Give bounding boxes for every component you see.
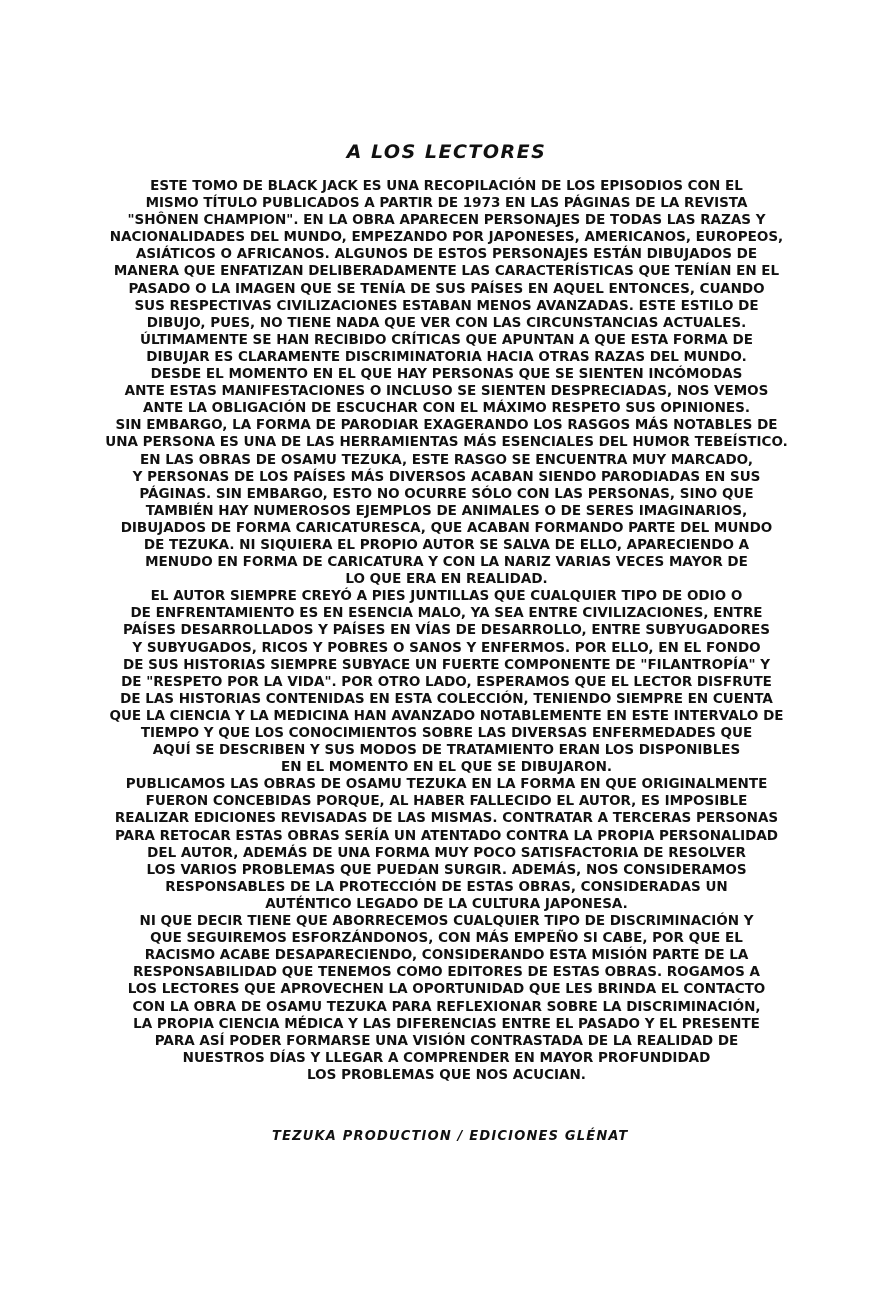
body-line: MANERA QUE ENFATIZAN DELIBERADAMENTE LAS CARACTERÍSTICAS QUE TENÍAN EN EL (113, 263, 780, 280)
body-line: PARA RETOCAR ESTAS OBRAS SERÍA UN ATENTADO CONTRA LA PROPIA PERSONALIDAD (115, 827, 778, 844)
body-line: SUS RESPECTIVAS CIVILIZACIONES ESTABAN MENOS AVANZADAS. ESTE ESTILO DE (134, 297, 759, 314)
body-line: Y SUBYUGADOS, RICOS Y POBRES O SANOS Y ENFERMOS. POR ELLO, EN EL FONDO (132, 639, 761, 656)
body-line: NACIONALIDADES DEL MUNDO, EMPEZANDO POR JAPONESES, AMERICANOS, EUROPEOS, (109, 229, 784, 246)
body-line: SIN EMBARGO, LA FORMA DE PARODIAR EXAGERANDO LOS RASGOS MÁS NOTABLES DE (115, 417, 778, 434)
body-line: RESPONSABILIDAD QUE TENEMOS COMO EDITORES DE ESTAS OBRAS. ROGAMOS A (133, 964, 760, 981)
page-title: A LOS LECTORES (346, 141, 547, 163)
body-line: QUE LA CIENCIA Y LA MEDICINA HAN AVANZADO NOTABLEMENTE EN ESTE INTERVALO DE (109, 707, 784, 724)
body-line: CON LA OBRA DE OSAMU TEZUKA PARA REFLEXIONAR SOBRE LA DISCRIMINACIÓN, (132, 998, 761, 1015)
notice-body (60, 178, 833, 1084)
body-line: MISMO TÍTULO PUBLICADOS A PARTIR DE 1973 EN LAS PÁGINAS DE LA REVISTA (145, 195, 748, 212)
body-line: EN LAS OBRAS DE OSAMU TEZUKA, ESTE RASGO SE ENCUENTRA MUY MARCADO, (140, 451, 753, 468)
body-line: RESPONSABLES DE LA PROTECCIÓN DE ESTAS OBRAS, CONSIDERADAS UN (165, 878, 728, 895)
body-line: MENUDO EN FORMA DE CARICATURA Y CON LA NARIZ VARIAS VECES MAYOR DE (145, 554, 748, 571)
body-line: DEL AUTOR, ADEMÁS DE UNA FORMA MUY POCO SATISFACTORIA DE RESOLVER (147, 844, 746, 861)
body-line: DIBUJADOS DE FORMA CARICATURESCA, QUE ACABAN FORMANDO PARTE DEL MUNDO (120, 519, 773, 536)
body-line: LOS PROBLEMAS QUE NOS ACUCIAN. (307, 1066, 586, 1083)
body-line: PASADO O LA IMAGEN QUE SE TENÍA DE SUS PAÍSES EN AQUEL ENTONCES, CUANDO (128, 280, 765, 297)
body-line: REALIZAR EDICIONES REVISADAS DE LAS MISMAS. CONTRATAR A TERCERAS PERSONAS (114, 810, 779, 827)
body-line: QUE SEGUIREMOS ESFORZÁNDONOS, CON MÁS EMPEÑO SI CABE, POR QUE EL (150, 930, 743, 947)
body-line: EL AUTOR SIEMPRE CREYÓ A PIES JUNTILLAS QUE CUALQUIER TIPO DE ODIO O (150, 588, 743, 605)
body-line: FUERON CONCEBIDAS PORQUE, AL HABER FALLECIDO EL AUTOR, ES IMPOSIBLE (145, 793, 748, 810)
body-line: DIBUJAR ES CLARAMENTE DISCRIMINATORIA HACIA OTRAS RAZAS DEL MUNDO. (146, 348, 747, 365)
body-line: AQUÍ SE DESCRIBEN Y SUS MODOS DE TRATAMIENTO ERAN LOS DISPONIBLES (152, 742, 741, 759)
body-line: NI QUE DECIR TIENE QUE ABORRECEMOS CUALQUIER TIPO DE DISCRIMINACIÓN Y (139, 913, 754, 930)
body-line: TIEMPO Y QUE LOS CONOCIMIENTOS SOBRE LAS DIVERSAS ENFERMEDADES QUE (140, 725, 753, 741)
body-line: AUTÉNTICO LEGADO DE LA CULTURA JAPONESA. (265, 895, 628, 912)
body-line: ANTE LA OBLIGACIÓN DE ESCUCHAR CON EL MÁXIMO RESPETO SUS OPINIONES. (143, 400, 750, 417)
body-line: PARA ASÍ PODER FORMARSE UNA VISIÓN CONTRASTADA DE LA REALIDAD DE (154, 1032, 739, 1049)
body-line: Y PERSONAS DE LOS PAÍSES MÁS DIVERSOS ACABAN SIENDO PARODIADAS EN SUS (132, 468, 761, 485)
body-line: PÁGINAS. SIN EMBARGO, ESTO NO OCURRE SÓLO CON LAS PERSONAS, SINO QUE (139, 485, 754, 502)
body-line: LO QUE ERA EN REALIDAD. (345, 571, 548, 588)
body-line: RACISMO ACABE DESAPARECIENDO, CONSIDERANDO ESTA MISIÓN PARTE DE LA (144, 947, 749, 964)
body-line: PUBLICAMOS LAS OBRAS DE OSAMU TEZUKA EN LA FORMA EN QUE ORIGINALMENTE (125, 776, 768, 793)
body-line: ÚLTIMAMENTE SE HAN RECIBIDO CRÍTICAS QUE APUNTAN A QUE ESTA FORMA DE (140, 331, 753, 348)
body-line: ESTE TOMO DE BLACK JACK ES UNA RECOPILACIÓN DE LOS EPISODIOS CON EL (150, 178, 743, 194)
body-line: DIBUJO, PUES, NO TIENE NADA QUE VER CON LAS CIRCUNSTANCIAS ACTUALES. (146, 314, 747, 331)
body-line: LOS LECTORES QUE APROVECHEN LA OPORTUNIDAD QUE LES BRINDA EL CONTACTO (127, 981, 766, 998)
body-line: NUESTROS DÍAS Y LLEGAR A COMPRENDER EN MAYOR PROFUNDIDAD (182, 1049, 711, 1066)
body-line: LA PROPIA CIENCIA MÉDICA Y LAS DIFERENCIAS ENTRE EL PASADO Y EL PRESENTE (133, 1015, 760, 1032)
body-line: EN EL MOMENTO EN EL QUE SE DIBUJARON. (281, 759, 612, 776)
body-line: DE TEZUKA. NI SIQUIERA EL PROPIO AUTOR SE SALVA DE ELLO, APARECIENDO A (143, 536, 750, 553)
body-line: LOS VARIOS PROBLEMAS QUE PUEDAN SURGIR. ADEMÁS, NOS CONSIDERAMOS (146, 861, 747, 878)
body-line: TAMBIÉN HAY NUMEROSOS EJEMPLOS DE ANIMALES O DE SERES IMAGINARIOS, (145, 502, 748, 519)
body-line: ASIÁTICOS O AFRICANOS. ALGUNOS DE ESTOS PERSONAJES ESTÁN DIBUJADOS DE (135, 246, 758, 263)
body-line: DE LAS HISTORIAS CONTENIDAS EN ESTA COLECCIÓN, TENIENDO SIEMPRE EN CUENTA (120, 690, 773, 707)
body-line: UNA PERSONA ES UNA DE LAS HERRAMIENTAS MÁS ESENCIALES DEL HUMOR TEBEÍSTICO. (105, 434, 788, 451)
body-line: ANTE ESTAS MANIFESTACIONES O INCLUSO SE SIENTEN DESPRECIADAS, NOS VEMOS (124, 383, 769, 400)
signature: TEZUKA PRODUCTION / EDICIONES GLÉNAT (272, 1129, 629, 1144)
body-line: DE SUS HISTORIAS SIEMPRE SUBYACE UN FUERTE COMPONENTE DE "FILANTROPÍA" Y (123, 656, 770, 673)
body-line: PAÍSES DESARROLLADOS Y PAÍSES EN VÍAS DE DESARROLLO, ENTRE SUBYUGADORES (123, 622, 770, 639)
body-line: "SHÔNEN CHAMPION". EN LA OBRA APARECEN PERSONAJES DE TODAS LAS RAZAS Y (127, 212, 766, 229)
body-line: DE "RESPETO POR LA VIDA". POR OTRO LADO, ESPERAMOS QUE EL LECTOR DISFRUTE (121, 673, 772, 690)
body-line: DE ENFRENTAMIENTO ES EN ESENCIA MALO, YA SEA ENTRE CIVILIZACIONES, ENTRE (130, 605, 763, 622)
body-line: DESDE EL MOMENTO EN EL QUE HAY PERSONAS QUE SE SIENTEN INCÓMODAS (150, 366, 743, 383)
